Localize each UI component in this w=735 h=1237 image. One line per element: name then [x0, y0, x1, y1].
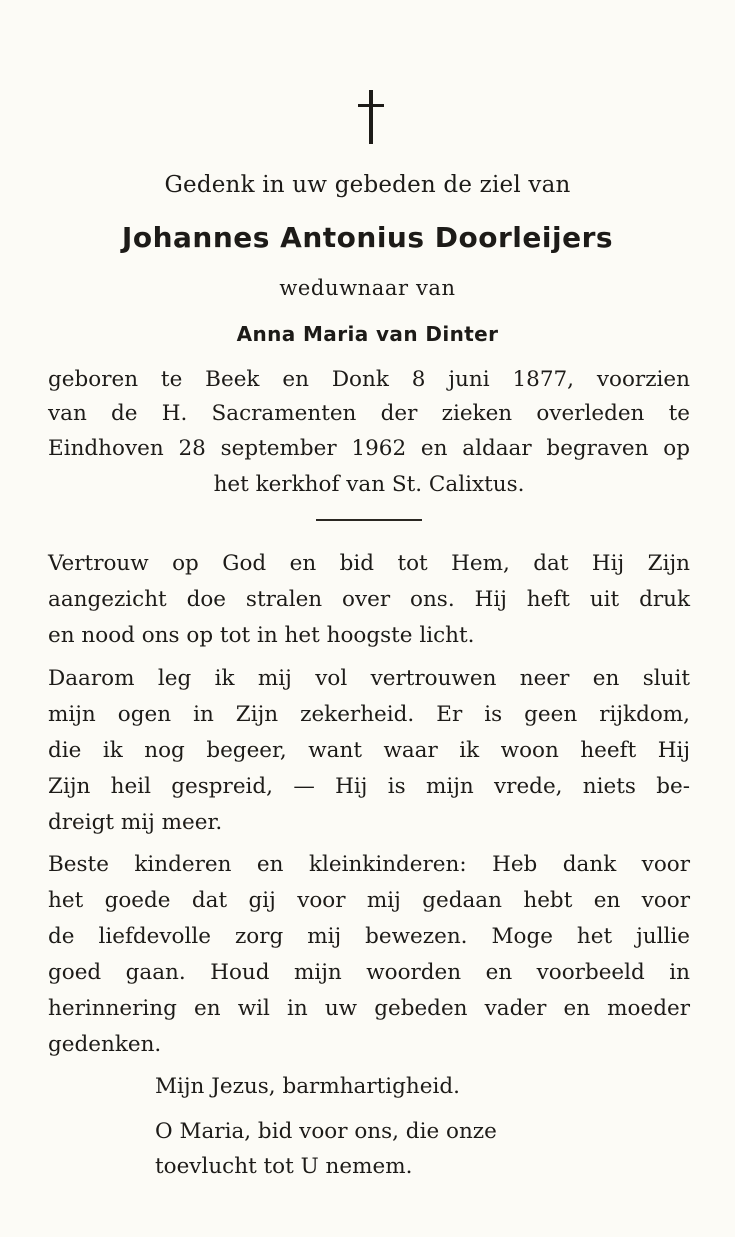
divider — [316, 519, 422, 521]
widower-of-text: weduwnaar van — [279, 276, 456, 300]
cross-icon — [348, 88, 394, 148]
prayer-line: toevlucht tot U nemem. — [155, 1154, 413, 1179]
paragraph-line: dreigt mij meer. — [48, 810, 223, 835]
prayer-line: Mijn Jezus, barmhartigheid. — [155, 1074, 460, 1099]
bio-line: Eindhoven 28 september 1962 en aldaar begraven op — [48, 436, 690, 461]
paragraph-line: Vertrouw op God en bid tot Hem, dat Hij Zijn — [48, 551, 690, 576]
bio-line: geboren te Beek en Donk 8 juni 1877, voorzien — [48, 367, 690, 392]
paragraph-line: Daarom leg ik mij vol vertrouwen neer en sluit — [48, 666, 690, 691]
paragraph-line: gedenken. — [48, 1032, 162, 1057]
paragraph-line: Beste kinderen en kleinkinderen: Heb dank voor — [48, 852, 690, 877]
paragraph-line: Zijn heil gespreid, — Hij is mijn vrede, niets be- — [48, 774, 690, 799]
paragraph-line: herinnering en wil in uw gebeden vader en moeder — [48, 996, 690, 1021]
prayer-line: O Maria, bid voor ons, die onze — [155, 1119, 497, 1144]
deceased-name: Johannes Antonius Doorleijers — [121, 221, 614, 254]
paragraph-line: goed gaan. Houd mijn woorden en voorbeeld in — [48, 960, 690, 985]
paragraph-line: en nood ons op tot in het hoogste licht. — [48, 623, 475, 648]
paragraph-line: mijn ogen in Zijn zekerheid. Er is geen rijkdom, — [48, 702, 690, 727]
bio-line: het kerkhof van St. Calixtus. — [213, 472, 525, 497]
bio-line: van de H. Sacramenten der zieken overleden te — [48, 401, 690, 426]
spouse-name: Anna Maria van Dinter — [236, 322, 499, 346]
paragraph-line: de liefdevolle zorg mij bewezen. Moge het jullie — [48, 924, 690, 949]
paragraph-line: aangezicht doe stralen over ons. Hij heft uit druk — [48, 587, 690, 612]
paragraph-line: die ik nog begeer, want waar ik woon heeft Hij — [48, 738, 690, 763]
paragraph-line: het goede dat gij voor mij gedaan hebt en voor — [48, 888, 690, 913]
intro-text: Gedenk in uw gebeden de ziel van — [164, 172, 571, 198]
